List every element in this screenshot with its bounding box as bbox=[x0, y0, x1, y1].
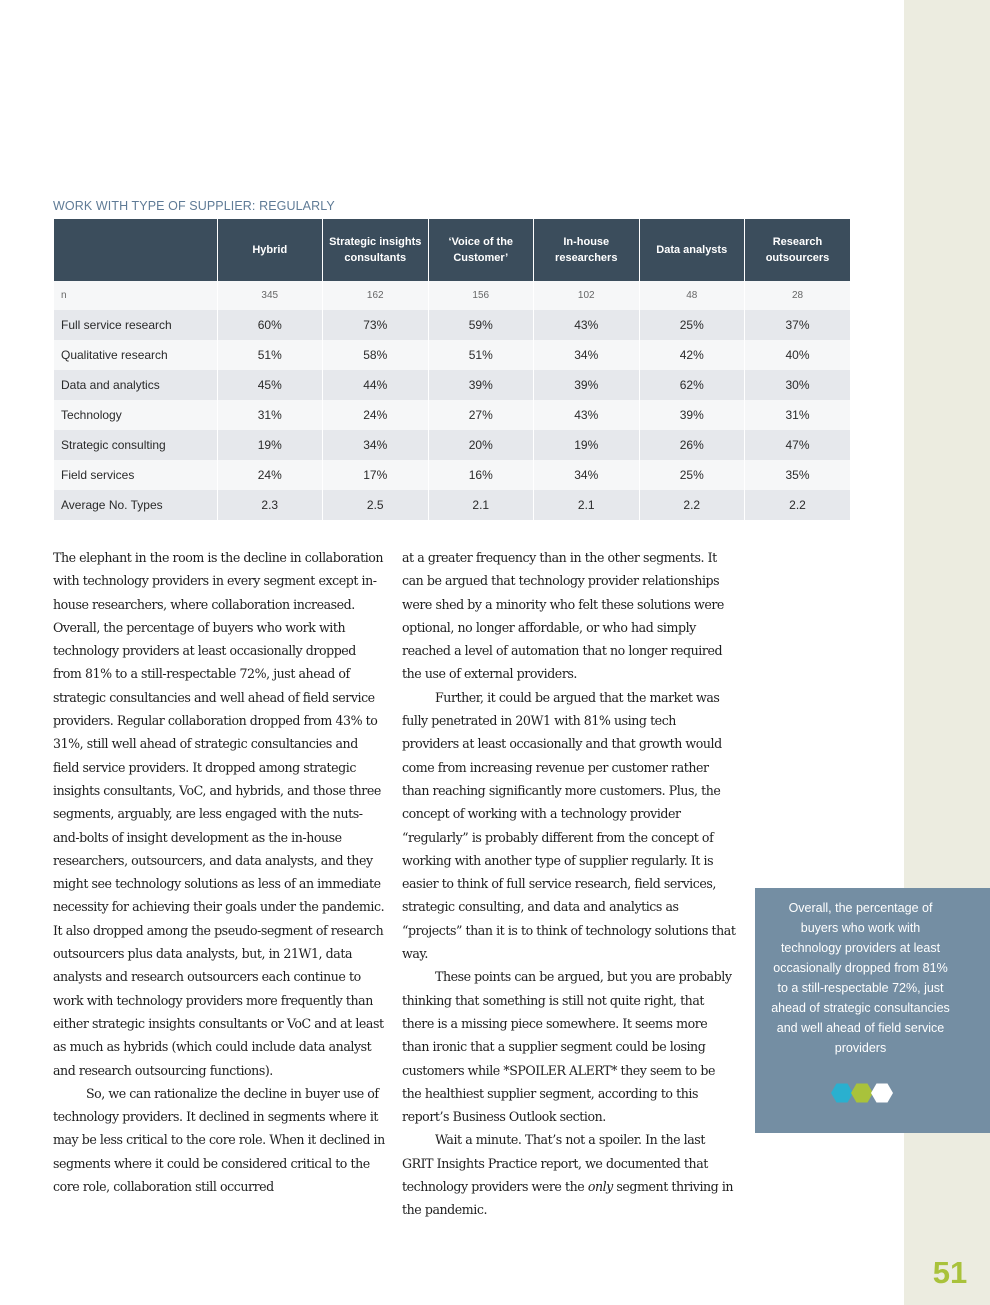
hexagon-white-icon bbox=[871, 1084, 893, 1103]
row-label: Qualitative research bbox=[54, 340, 217, 370]
table-cell: 25% bbox=[639, 460, 745, 490]
table-row bbox=[54, 490, 850, 520]
header-cell-voice-of-the-customer: ‘Voice of the Customer’ bbox=[428, 219, 534, 281]
header-cell-blank bbox=[54, 219, 217, 281]
table-cell: 2.1 bbox=[534, 490, 640, 520]
table-cell: 51% bbox=[428, 340, 534, 370]
header-cell-hybrid: Hybrid bbox=[217, 219, 323, 281]
table-cell: 27% bbox=[428, 400, 534, 430]
body-paragraph bbox=[402, 1128, 736, 1221]
table-cell: 24% bbox=[323, 400, 429, 430]
table-cell: 30% bbox=[745, 370, 851, 400]
table-row bbox=[54, 400, 850, 430]
row-label: Full service research bbox=[54, 310, 217, 340]
row-label: Field services bbox=[54, 460, 217, 490]
section-title: WORK WITH TYPE OF SUPPLIER: REGULARLY bbox=[53, 199, 335, 213]
table-cell: 102 bbox=[534, 281, 640, 310]
table-cell: 62% bbox=[639, 370, 745, 400]
table-cell: 345 bbox=[217, 281, 323, 310]
table-cell: 19% bbox=[534, 430, 640, 460]
hexagon-green-icon bbox=[851, 1084, 873, 1103]
row-label: Strategic consulting bbox=[54, 430, 217, 460]
table-cell: 2.2 bbox=[745, 490, 851, 520]
body-text: segment thriving in the pandemic. bbox=[402, 1179, 734, 1218]
table-cell: 34% bbox=[534, 340, 640, 370]
page-number: 51 bbox=[932, 1255, 968, 1290]
table-cell: 25% bbox=[639, 310, 745, 340]
table-row bbox=[54, 460, 850, 490]
table-cell: 35% bbox=[745, 460, 851, 490]
table-cell: 28 bbox=[745, 281, 851, 310]
table-header-row bbox=[54, 219, 850, 281]
table-cell: 60% bbox=[217, 310, 323, 340]
table-cell: n bbox=[54, 281, 217, 310]
table-cell: 24% bbox=[217, 460, 323, 490]
table-cell: 19% bbox=[217, 430, 323, 460]
table-cell: 20% bbox=[428, 430, 534, 460]
supplier-table bbox=[54, 219, 850, 520]
table-cell: 31% bbox=[745, 400, 851, 430]
body-paragraph: Further, it could be argued that the market was fully penetrated in 20W1 with 81% using tech providers at least occasionally and that growth would come from increasing revenue per customer rather than reaching significantly more customers. Plus, the concept of working with a technology provider “regularly” is probably different from the concept of working with another type of supplier regularly. It is easier to think of full service research, field services, strategic consulting, and data and analytics as “projects” than it is to think of technology solutions that way. bbox=[402, 689, 736, 962]
table-cell: 2.5 bbox=[323, 490, 429, 520]
table-cell: 44% bbox=[323, 370, 429, 400]
header-cell-research-outsourcers: Research outsourcers bbox=[745, 219, 851, 281]
body-text: Wait a minute. That’s not a spoiler. In the last GRIT Insights Practice report, we documented that technology providers were the bbox=[402, 1132, 708, 1195]
body-column-left bbox=[53, 546, 387, 1198]
table-cell: 59% bbox=[428, 310, 534, 340]
body-paragraph: So, we can rationalize the decline in buyer use of technology providers. It declined in segments where it may be less critical to the core role. When it declined in segments where it could be considered critical to the core role, collaboration still occurred bbox=[53, 1085, 385, 1195]
header-cell-data-analysts: Data analysts bbox=[639, 219, 745, 281]
hexagon-blue-icon bbox=[831, 1084, 853, 1103]
table-cell: 47% bbox=[745, 430, 851, 460]
hexagon-logo-icon bbox=[831, 1081, 901, 1105]
table-cell: 39% bbox=[428, 370, 534, 400]
table-row bbox=[54, 310, 850, 340]
table-cell: 26% bbox=[639, 430, 745, 460]
table-cell: 43% bbox=[534, 400, 640, 430]
body-paragraph: at a greater frequency than in the other segments. It can be argued that technology provider relationships were shed by a minority who felt these solutions were optional, no longer affordable, or who had simply reached a level of automation that no longer required the use of external providers. bbox=[402, 550, 724, 682]
row-label: Technology bbox=[54, 400, 217, 430]
table-cell: 34% bbox=[323, 430, 429, 460]
table-cell: 40% bbox=[745, 340, 851, 370]
table-cell: 37% bbox=[745, 310, 851, 340]
row-label: Data and analytics bbox=[54, 370, 217, 400]
table-cell: 2.2 bbox=[639, 490, 745, 520]
table-cell: 48 bbox=[639, 281, 745, 310]
table-cell: 17% bbox=[323, 460, 429, 490]
table-cell: 2.3 bbox=[217, 490, 323, 520]
table-cell: 156 bbox=[428, 281, 534, 310]
table-cell: 2.1 bbox=[428, 490, 534, 520]
row-label: Average No. Types bbox=[54, 490, 217, 520]
table-cell: 34% bbox=[534, 460, 640, 490]
table-row bbox=[54, 430, 850, 460]
table-cell: 73% bbox=[323, 310, 429, 340]
sample-size-row bbox=[54, 281, 850, 310]
table-cell: 58% bbox=[323, 340, 429, 370]
table-cell: 42% bbox=[639, 340, 745, 370]
body-column-right bbox=[402, 546, 736, 1222]
body-paragraph: The elephant in the room is the decline in collaboration with technology providers in every segment except in-house researchers, where collaboration increased. Overall, the percentage of buyers who work with technology providers at least occasionally dropped from 81% to a still-respectable 72%, just ahead of strategic consultancies and well ahead of field service providers. Regular collaboration dropped from 43% to 31%, still well ahead of strategic consultancies and field service providers. It dropped among strategic insights consultants, VoC, and hybrids, and those three segments, arguably, are less engaged with the nuts-and-bolts of insight development as the in-house researchers, outsourcers, and data analysts, and they might see technology solutions as less of an immediate necessity for achieving their goals under the pandemic. It also dropped among the pseudo-segment of research outsourcers plus data analysts, but, in 21W1, data analysts and research outsourcers each continue to work with technology providers more frequently than either strategic insights consultants or VoC and at least as much as hybrids (which could include data analyst and research outsourcing functions). bbox=[53, 550, 385, 1078]
table-cell: 45% bbox=[217, 370, 323, 400]
table-row bbox=[54, 340, 850, 370]
body-paragraph: These points can be argued, but you are probably thinking that something is still not quite right, that there is a missing piece somewhere. It seems more than ironic that a supplier segment could be losing customers while *SPOILER ALERT* they seem to be the healthiest supplier segment, according to this report’s Business Outlook section. bbox=[402, 969, 732, 1125]
pull-quote-text: Overall, the percentage of buyers who work with technology providers at least occasionally dropped from 81% to a still-respectable 72%, just ahead of strategic consultancies and well ahead of field service providers bbox=[771, 901, 950, 1055]
table-cell: 16% bbox=[428, 460, 534, 490]
table-row bbox=[54, 370, 850, 400]
table-cell: 39% bbox=[639, 400, 745, 430]
table-cell: 31% bbox=[217, 400, 323, 430]
header-cell-in-house-researchers: In-house researchers bbox=[534, 219, 640, 281]
emphasis-text: only bbox=[587, 1179, 613, 1195]
table-cell: 39% bbox=[534, 370, 640, 400]
pull-quote-callout bbox=[755, 888, 990, 1133]
table-cell: 162 bbox=[323, 281, 429, 310]
table-cell: 51% bbox=[217, 340, 323, 370]
header-cell-strategic-insights-consultants: Strategic insights consultants bbox=[323, 219, 429, 281]
table-cell: 43% bbox=[534, 310, 640, 340]
